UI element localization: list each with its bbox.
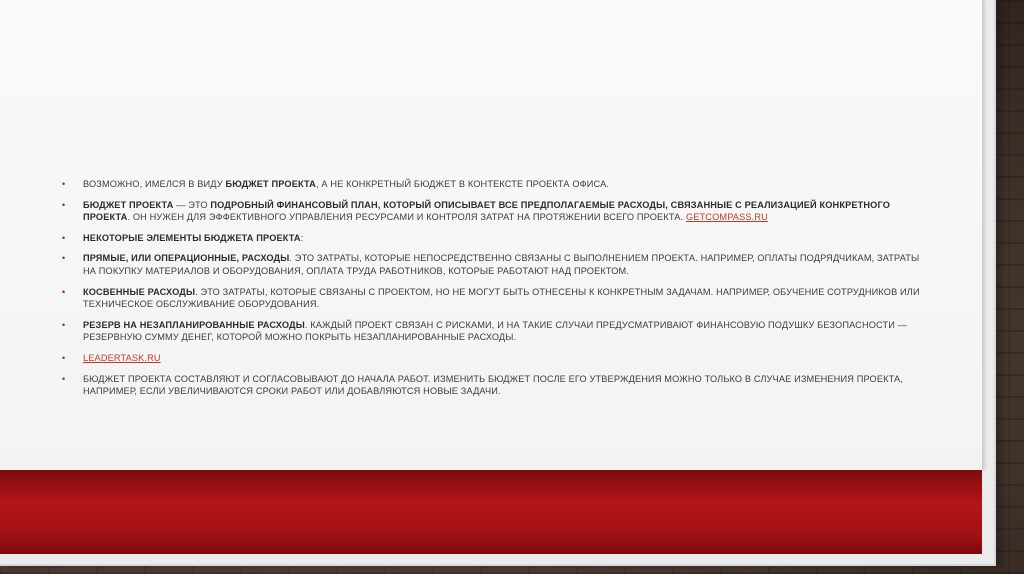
bold-text: БЮДЖЕТ ПРОЕКТА	[225, 179, 316, 189]
bullet-item	[62, 199, 932, 224]
bold-text: НЕКОТОРЫЕ ЭЛЕМЕНТЫ БЮДЖЕТА ПРОЕКТА	[83, 232, 301, 243]
body-text: ВОЗМОЖНО, ИМЕЛСЯ В ВИДУ	[83, 179, 226, 189]
source-link[interactable]: GETCOMPASS.RU	[685, 212, 768, 223]
bold-text: ПОДРОБНЫЙ ФИНАНСОВЫЙ ПЛАН, КОТОРЫЙ ОПИСЫВАЕТ ВСЕ ПРЕДПОЛАГАЕМЫЕ РАСХОДЫ, СВЯЗАННЫЕ С РЕАЛИЗАЦИЕЙ КОНКРЕТНОГО ПРОЕКТА	[83, 199, 891, 223]
bullet-dot-icon: •	[62, 253, 66, 264]
bullet-dot-icon: •	[62, 373, 66, 384]
bullet-dot-icon: •	[62, 232, 66, 243]
footer-red-band	[0, 470, 982, 554]
bullet-dot-icon: •	[62, 179, 66, 189]
bold-text: БЮДЖЕТ ПРОЕКТА	[83, 199, 174, 210]
bullet-item	[62, 252, 932, 277]
body-text: :	[300, 232, 304, 243]
bullet-item	[62, 373, 932, 398]
bullet-dot-icon: •	[62, 199, 66, 210]
body-text: . ЭТО ЗАТРАТЫ, КОТОРЫЕ СВЯЗАНЫ С ПРОЕКТОМ, НО НЕ МОГУТ БЫТЬ ОТНЕСЕНЫ К КОНКРЕТНЫМ ЗАДАЧАМ. НАПРИМЕР, ОБУЧЕНИЕ СОТРУДНИКОВ ИЛИ ТЕХНИЧЕСКОЕ ОБСЛУЖИВАНИЕ ОБОРУДОВАНИЯ.	[83, 286, 920, 310]
bullet-dot-icon: •	[62, 352, 66, 363]
bullet-dot-icon: •	[62, 319, 66, 330]
bullet-item	[62, 232, 932, 245]
body-text: БЮДЖЕТ ПРОЕКТА СОСТАВЛЯЮТ И СОГЛАСОВЫВАЮТ ДО НАЧАЛА РАБОТ. ИЗМЕНИТЬ БЮДЖЕТ ПОСЛЕ ЕГО УТВЕРЖДЕНИЯ МОЖНО ТОЛЬКО В СЛУЧАЕ ИЗМЕНЕНИЯ ПРОЕКТА, НАПРИМЕР, ЕСЛИ УВЕЛИЧИВАЮТСЯ СРОКИ РАБОТ ИЛИ ДОБАВЛЯЮТСЯ НОВЫЕ ЗАДАЧИ.	[83, 373, 904, 397]
body-text: . ЭТО ЗАТРАТЫ, КОТОРЫЕ НЕПОСРЕДСТВЕННО СВЯЗАНЫ С ВЫПОЛНЕНИЕМ ПРОЕКТА. НАПРИМЕР, ОПЛАТЫ ПОДРЯДЧИКАМ, ЗАТРАТЫ НА ПОКУПКУ МАТЕРИАЛОВ И ОБОРУДОВАНИЯ, ОПЛАТА ТРУДА РАБОТНИКОВ, КОТОРЫЕ РАБОТАЮТ НАД ПРОЕКТОМ.	[83, 253, 920, 276]
bullet-item	[62, 319, 932, 344]
bold-text: КОСВЕННЫЕ РАСХОДЫ	[83, 286, 196, 297]
bullet-item	[62, 286, 932, 311]
body-text: . ОН НУЖЕН ДЛЯ ЭФФЕКТИВНОГО УПРАВЛЕНИЯ РЕСУРСАМИ И КОНТРОЛЯ ЗАТРАТ НА ПРОТЯЖЕНИИ ВСЕГО ПРОЕКТА.	[127, 212, 686, 223]
body-text: . КАЖДЫЙ ПРОЕКТ СВЯЗАН С РИСКАМИ, И НА ТАКИЕ СЛУЧАИ ПРЕДУСМАТРИВАЮТ ФИНАНСОВУЮ ПОДУШКУ БЕЗОПАСНОСТИ — РЕЗЕРВНУЮ СУММУ ДЕНЕГ, КОТОРОЙ МОЖНО ПОКРЫТЬ НЕЗАПЛАНИРОВАННЫЕ РАСХОДЫ.	[83, 319, 908, 343]
bold-text: ПРЯМЫЕ, ИЛИ ОПЕРАЦИОННЫЕ, РАСХОДЫ	[83, 253, 290, 264]
bullet-item	[62, 352, 932, 365]
bullet-list	[62, 178, 932, 406]
source-link[interactable]: LEADERTASK.RU	[83, 352, 161, 363]
bold-text: РЕЗЕРВ НА НЕЗАПЛАНИРОВАННЫЕ РАСХОДЫ	[83, 319, 305, 330]
bullet-dot-icon: •	[62, 286, 66, 297]
body-text: , А НЕ КОНКРЕТНЫЙ БЮДЖЕТ В КОНТЕКСТЕ ПРОЕКТА ОФИСА.	[315, 179, 610, 189]
body-text: — ЭТО	[173, 199, 211, 210]
bullet-item	[62, 178, 932, 191]
